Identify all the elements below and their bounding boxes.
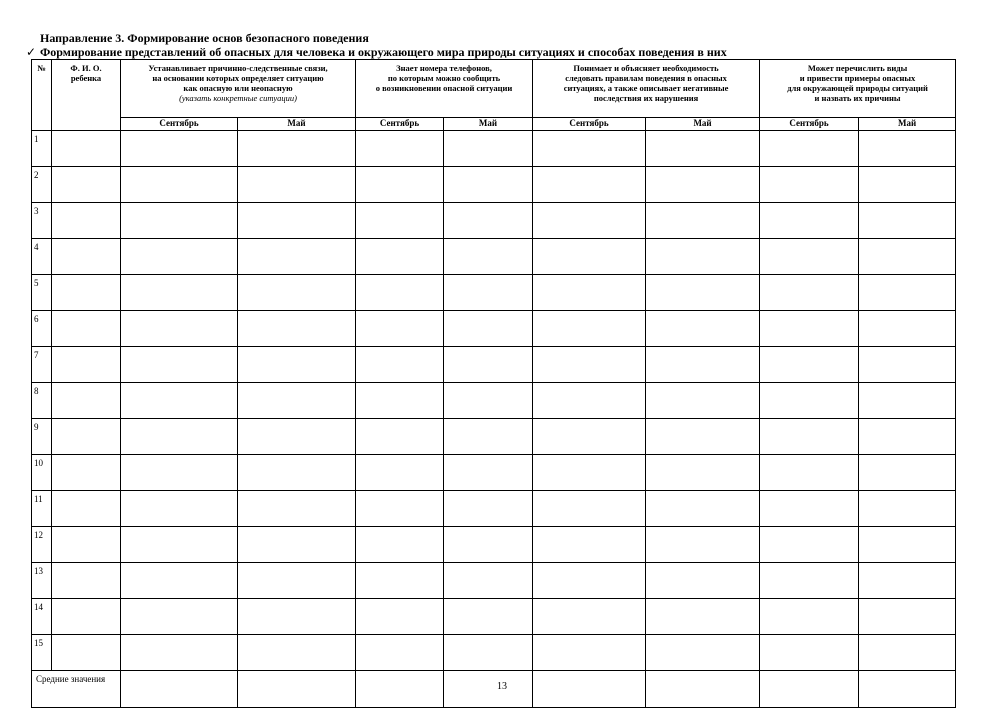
score-cell[interactable] <box>859 527 956 563</box>
header-group-3-line3: ситуациях, а также описывает негативные <box>563 83 729 93</box>
average-label: Средние значения <box>32 671 121 708</box>
score-cell[interactable] <box>760 419 859 455</box>
score-cell[interactable] <box>760 203 859 239</box>
average-cell[interactable] <box>760 671 859 708</box>
row-number: 11 <box>32 491 52 527</box>
score-cell[interactable] <box>238 527 356 563</box>
score-cell[interactable] <box>533 527 646 563</box>
header-group-4-line1: Может перечислить виды <box>807 63 908 73</box>
score-cell[interactable] <box>444 599 533 635</box>
average-cell[interactable] <box>646 671 760 708</box>
header-month-may: Май <box>859 118 956 131</box>
score-cell[interactable] <box>859 275 956 311</box>
table-row <box>32 203 956 239</box>
score-cell[interactable] <box>760 491 859 527</box>
header-child-name-line1: Ф. И. О. <box>70 63 102 73</box>
average-cell[interactable] <box>444 671 533 708</box>
score-cell[interactable] <box>121 275 238 311</box>
child-name-cell[interactable] <box>52 635 121 671</box>
table-row <box>32 239 956 275</box>
header-group-phone-numbers <box>356 60 533 118</box>
score-cell[interactable] <box>356 599 444 635</box>
child-name-cell[interactable] <box>52 563 121 599</box>
header-group-3-line2: следовать правилам поведения в опасных <box>565 73 727 83</box>
score-cell[interactable] <box>859 131 956 167</box>
header-child-name <box>52 60 121 131</box>
score-cell[interactable] <box>859 383 956 419</box>
score-cell[interactable] <box>646 527 760 563</box>
score-cell[interactable] <box>859 419 956 455</box>
score-cell[interactable] <box>646 491 760 527</box>
score-cell[interactable] <box>760 599 859 635</box>
child-name-cell[interactable] <box>52 167 121 203</box>
header-child-name-line2: ребенка <box>70 73 102 83</box>
score-cell[interactable] <box>444 383 533 419</box>
score-cell[interactable] <box>121 491 238 527</box>
score-cell[interactable] <box>444 131 533 167</box>
score-cell[interactable] <box>646 239 760 275</box>
score-cell[interactable] <box>760 635 859 671</box>
score-cell[interactable] <box>760 275 859 311</box>
score-cell[interactable] <box>533 239 646 275</box>
score-cell[interactable] <box>121 131 238 167</box>
child-name-cell[interactable] <box>52 311 121 347</box>
score-cell[interactable] <box>238 275 356 311</box>
score-cell[interactable] <box>238 131 356 167</box>
score-cell[interactable] <box>533 491 646 527</box>
average-cell[interactable] <box>356 671 444 708</box>
score-cell[interactable] <box>760 563 859 599</box>
table-row <box>32 491 956 527</box>
score-cell[interactable] <box>533 599 646 635</box>
child-name-cell[interactable] <box>52 275 121 311</box>
child-name-cell[interactable] <box>52 419 121 455</box>
header-month-september: Сентябрь <box>356 118 444 131</box>
score-cell[interactable] <box>646 275 760 311</box>
score-cell[interactable] <box>121 635 238 671</box>
header-group-4-line2: и привести примеры опасных <box>799 73 916 83</box>
score-cell[interactable] <box>444 239 533 275</box>
table-body <box>32 131 956 708</box>
score-cell[interactable] <box>533 563 646 599</box>
score-cell[interactable] <box>533 635 646 671</box>
table-row <box>32 275 956 311</box>
score-cell[interactable] <box>238 635 356 671</box>
score-cell[interactable] <box>646 599 760 635</box>
child-name-cell[interactable] <box>52 347 121 383</box>
score-cell[interactable] <box>121 599 238 635</box>
child-name-cell[interactable] <box>52 203 121 239</box>
score-cell[interactable] <box>859 311 956 347</box>
score-cell[interactable] <box>356 491 444 527</box>
score-cell[interactable] <box>646 347 760 383</box>
header-group-3-line1: Понимает и объясняет необходимость <box>573 63 719 73</box>
row-number: 2 <box>32 167 52 203</box>
score-cell[interactable] <box>356 563 444 599</box>
row-number: 1 <box>32 131 52 167</box>
child-name-cell[interactable] <box>52 527 121 563</box>
score-cell[interactable] <box>859 347 956 383</box>
row-number: 15 <box>32 635 52 671</box>
header-group-2-line1: Знает номера телефонов, <box>396 63 492 73</box>
child-name-cell[interactable] <box>52 455 121 491</box>
score-cell[interactable] <box>444 167 533 203</box>
score-cell[interactable] <box>356 383 444 419</box>
table-row <box>32 311 956 347</box>
score-cell[interactable] <box>859 455 956 491</box>
score-cell[interactable] <box>533 455 646 491</box>
score-cell[interactable] <box>238 419 356 455</box>
score-cell[interactable] <box>444 203 533 239</box>
table-row <box>32 563 956 599</box>
header-group-1-note: (указать конкретные ситуации) <box>179 93 297 103</box>
table-row <box>32 527 956 563</box>
score-cell[interactable] <box>356 167 444 203</box>
checkmark-icon: ✓ <box>26 45 37 59</box>
score-cell[interactable] <box>444 275 533 311</box>
header-group-3-line4: последствия их нарушения <box>593 93 699 103</box>
score-cell[interactable] <box>121 167 238 203</box>
score-cell[interactable] <box>121 383 238 419</box>
header-month-may: Май <box>646 118 760 131</box>
score-cell[interactable] <box>121 563 238 599</box>
score-cell[interactable] <box>859 563 956 599</box>
row-number: 7 <box>32 347 52 383</box>
child-name-cell[interactable] <box>52 599 121 635</box>
average-cell[interactable] <box>121 671 238 708</box>
score-cell[interactable] <box>121 239 238 275</box>
score-cell[interactable] <box>356 455 444 491</box>
header-month-september: Сентябрь <box>760 118 859 131</box>
score-cell[interactable] <box>646 131 760 167</box>
score-cell[interactable] <box>646 383 760 419</box>
header-number: № <box>32 60 52 131</box>
score-cell[interactable] <box>760 527 859 563</box>
score-cell[interactable] <box>356 275 444 311</box>
score-cell[interactable] <box>646 167 760 203</box>
child-name-cell[interactable] <box>52 383 121 419</box>
table-row <box>32 599 956 635</box>
table-row <box>32 383 956 419</box>
score-cell[interactable] <box>121 203 238 239</box>
score-cell[interactable] <box>356 203 444 239</box>
score-cell[interactable] <box>238 239 356 275</box>
section-heading: Направление 3. Формирование основ безопасного поведения <box>40 31 369 45</box>
header-group-cause-effect <box>121 60 356 118</box>
score-cell[interactable] <box>238 203 356 239</box>
score-cell[interactable] <box>238 311 356 347</box>
row-number: 13 <box>32 563 52 599</box>
score-cell[interactable] <box>356 239 444 275</box>
score-cell[interactable] <box>121 419 238 455</box>
header-group-1-line3: как опасную или неопасную <box>183 83 293 93</box>
score-cell[interactable] <box>238 599 356 635</box>
score-cell[interactable] <box>533 131 646 167</box>
table-row <box>32 131 956 167</box>
score-cell[interactable] <box>533 275 646 311</box>
row-number: 8 <box>32 383 52 419</box>
score-cell[interactable] <box>859 491 956 527</box>
header-group-4-line4: и назвать их причины <box>814 93 901 103</box>
average-cell[interactable] <box>533 671 646 708</box>
score-cell[interactable] <box>121 311 238 347</box>
score-cell[interactable] <box>760 347 859 383</box>
score-cell[interactable] <box>859 167 956 203</box>
score-cell[interactable] <box>646 311 760 347</box>
score-cell[interactable] <box>238 563 356 599</box>
table-row <box>32 635 956 671</box>
score-cell[interactable] <box>356 419 444 455</box>
row-number: 5 <box>32 275 52 311</box>
row-number: 3 <box>32 203 52 239</box>
score-cell[interactable] <box>533 311 646 347</box>
subheading-text: Формирование представлений об опасных для человека и окружающего мира природы ситуациях и способах поведения в них <box>40 45 727 59</box>
header-group-1-line2: на основании которых определяет ситуацию <box>152 73 324 83</box>
child-name-cell[interactable] <box>52 491 121 527</box>
score-cell[interactable] <box>356 527 444 563</box>
header-group-2-line2: по которым можно сообщить <box>387 73 501 83</box>
row-number: 4 <box>32 239 52 275</box>
header-group-1-line1: Устанавливает причинно-следственные связи, <box>148 63 328 73</box>
score-cell[interactable] <box>444 311 533 347</box>
score-cell[interactable] <box>760 167 859 203</box>
score-cell[interactable] <box>760 311 859 347</box>
score-cell[interactable] <box>646 563 760 599</box>
score-cell[interactable] <box>760 455 859 491</box>
score-cell[interactable] <box>859 599 956 635</box>
page-number: 13 <box>497 681 507 692</box>
row-number: 14 <box>32 599 52 635</box>
header-month-may: Май <box>238 118 356 131</box>
score-cell[interactable] <box>533 167 646 203</box>
row-number: 12 <box>32 527 52 563</box>
header-month-may: Май <box>444 118 533 131</box>
score-cell[interactable] <box>859 635 956 671</box>
average-cell[interactable] <box>859 671 956 708</box>
score-cell[interactable] <box>356 311 444 347</box>
score-cell[interactable] <box>859 203 956 239</box>
score-cell[interactable] <box>238 455 356 491</box>
score-cell[interactable] <box>444 491 533 527</box>
header-group-4-line3: для окружающей природы ситуаций <box>787 83 928 93</box>
score-cell[interactable] <box>760 131 859 167</box>
header-month-september: Сентябрь <box>533 118 646 131</box>
score-cell[interactable] <box>444 347 533 383</box>
score-cell[interactable] <box>859 239 956 275</box>
score-cell[interactable] <box>356 635 444 671</box>
score-cell[interactable] <box>646 203 760 239</box>
score-cell[interactable] <box>444 563 533 599</box>
score-cell[interactable] <box>444 527 533 563</box>
score-cell[interactable] <box>121 455 238 491</box>
score-cell[interactable] <box>121 527 238 563</box>
score-cell[interactable] <box>533 419 646 455</box>
table-row <box>32 347 956 383</box>
header-month-september: Сентябрь <box>121 118 238 131</box>
score-cell[interactable] <box>533 203 646 239</box>
score-cell[interactable] <box>121 347 238 383</box>
score-cell[interactable] <box>356 131 444 167</box>
table-row <box>32 455 956 491</box>
score-cell[interactable] <box>646 455 760 491</box>
score-cell[interactable] <box>356 347 444 383</box>
row-number: 10 <box>32 455 52 491</box>
header-group-nature-dangers <box>760 60 956 118</box>
assessment-table <box>31 59 956 708</box>
score-cell[interactable] <box>760 239 859 275</box>
score-cell[interactable] <box>760 383 859 419</box>
score-cell[interactable] <box>533 347 646 383</box>
child-name-cell[interactable] <box>52 131 121 167</box>
section-subheading <box>26 45 727 60</box>
average-cell[interactable] <box>238 671 356 708</box>
score-cell[interactable] <box>238 491 356 527</box>
row-number: 6 <box>32 311 52 347</box>
score-cell[interactable] <box>238 347 356 383</box>
score-cell[interactable] <box>444 419 533 455</box>
score-cell[interactable] <box>646 635 760 671</box>
header-group-safety-rules <box>533 60 760 118</box>
child-name-cell[interactable] <box>52 239 121 275</box>
row-number: 9 <box>32 419 52 455</box>
score-cell[interactable] <box>238 383 356 419</box>
score-cell[interactable] <box>238 167 356 203</box>
score-cell[interactable] <box>444 455 533 491</box>
header-group-2-line3: о возникновении опасной ситуации <box>375 83 513 93</box>
score-cell[interactable] <box>533 383 646 419</box>
score-cell[interactable] <box>646 419 760 455</box>
score-cell[interactable] <box>444 635 533 671</box>
table-row <box>32 419 956 455</box>
table-row <box>32 167 956 203</box>
